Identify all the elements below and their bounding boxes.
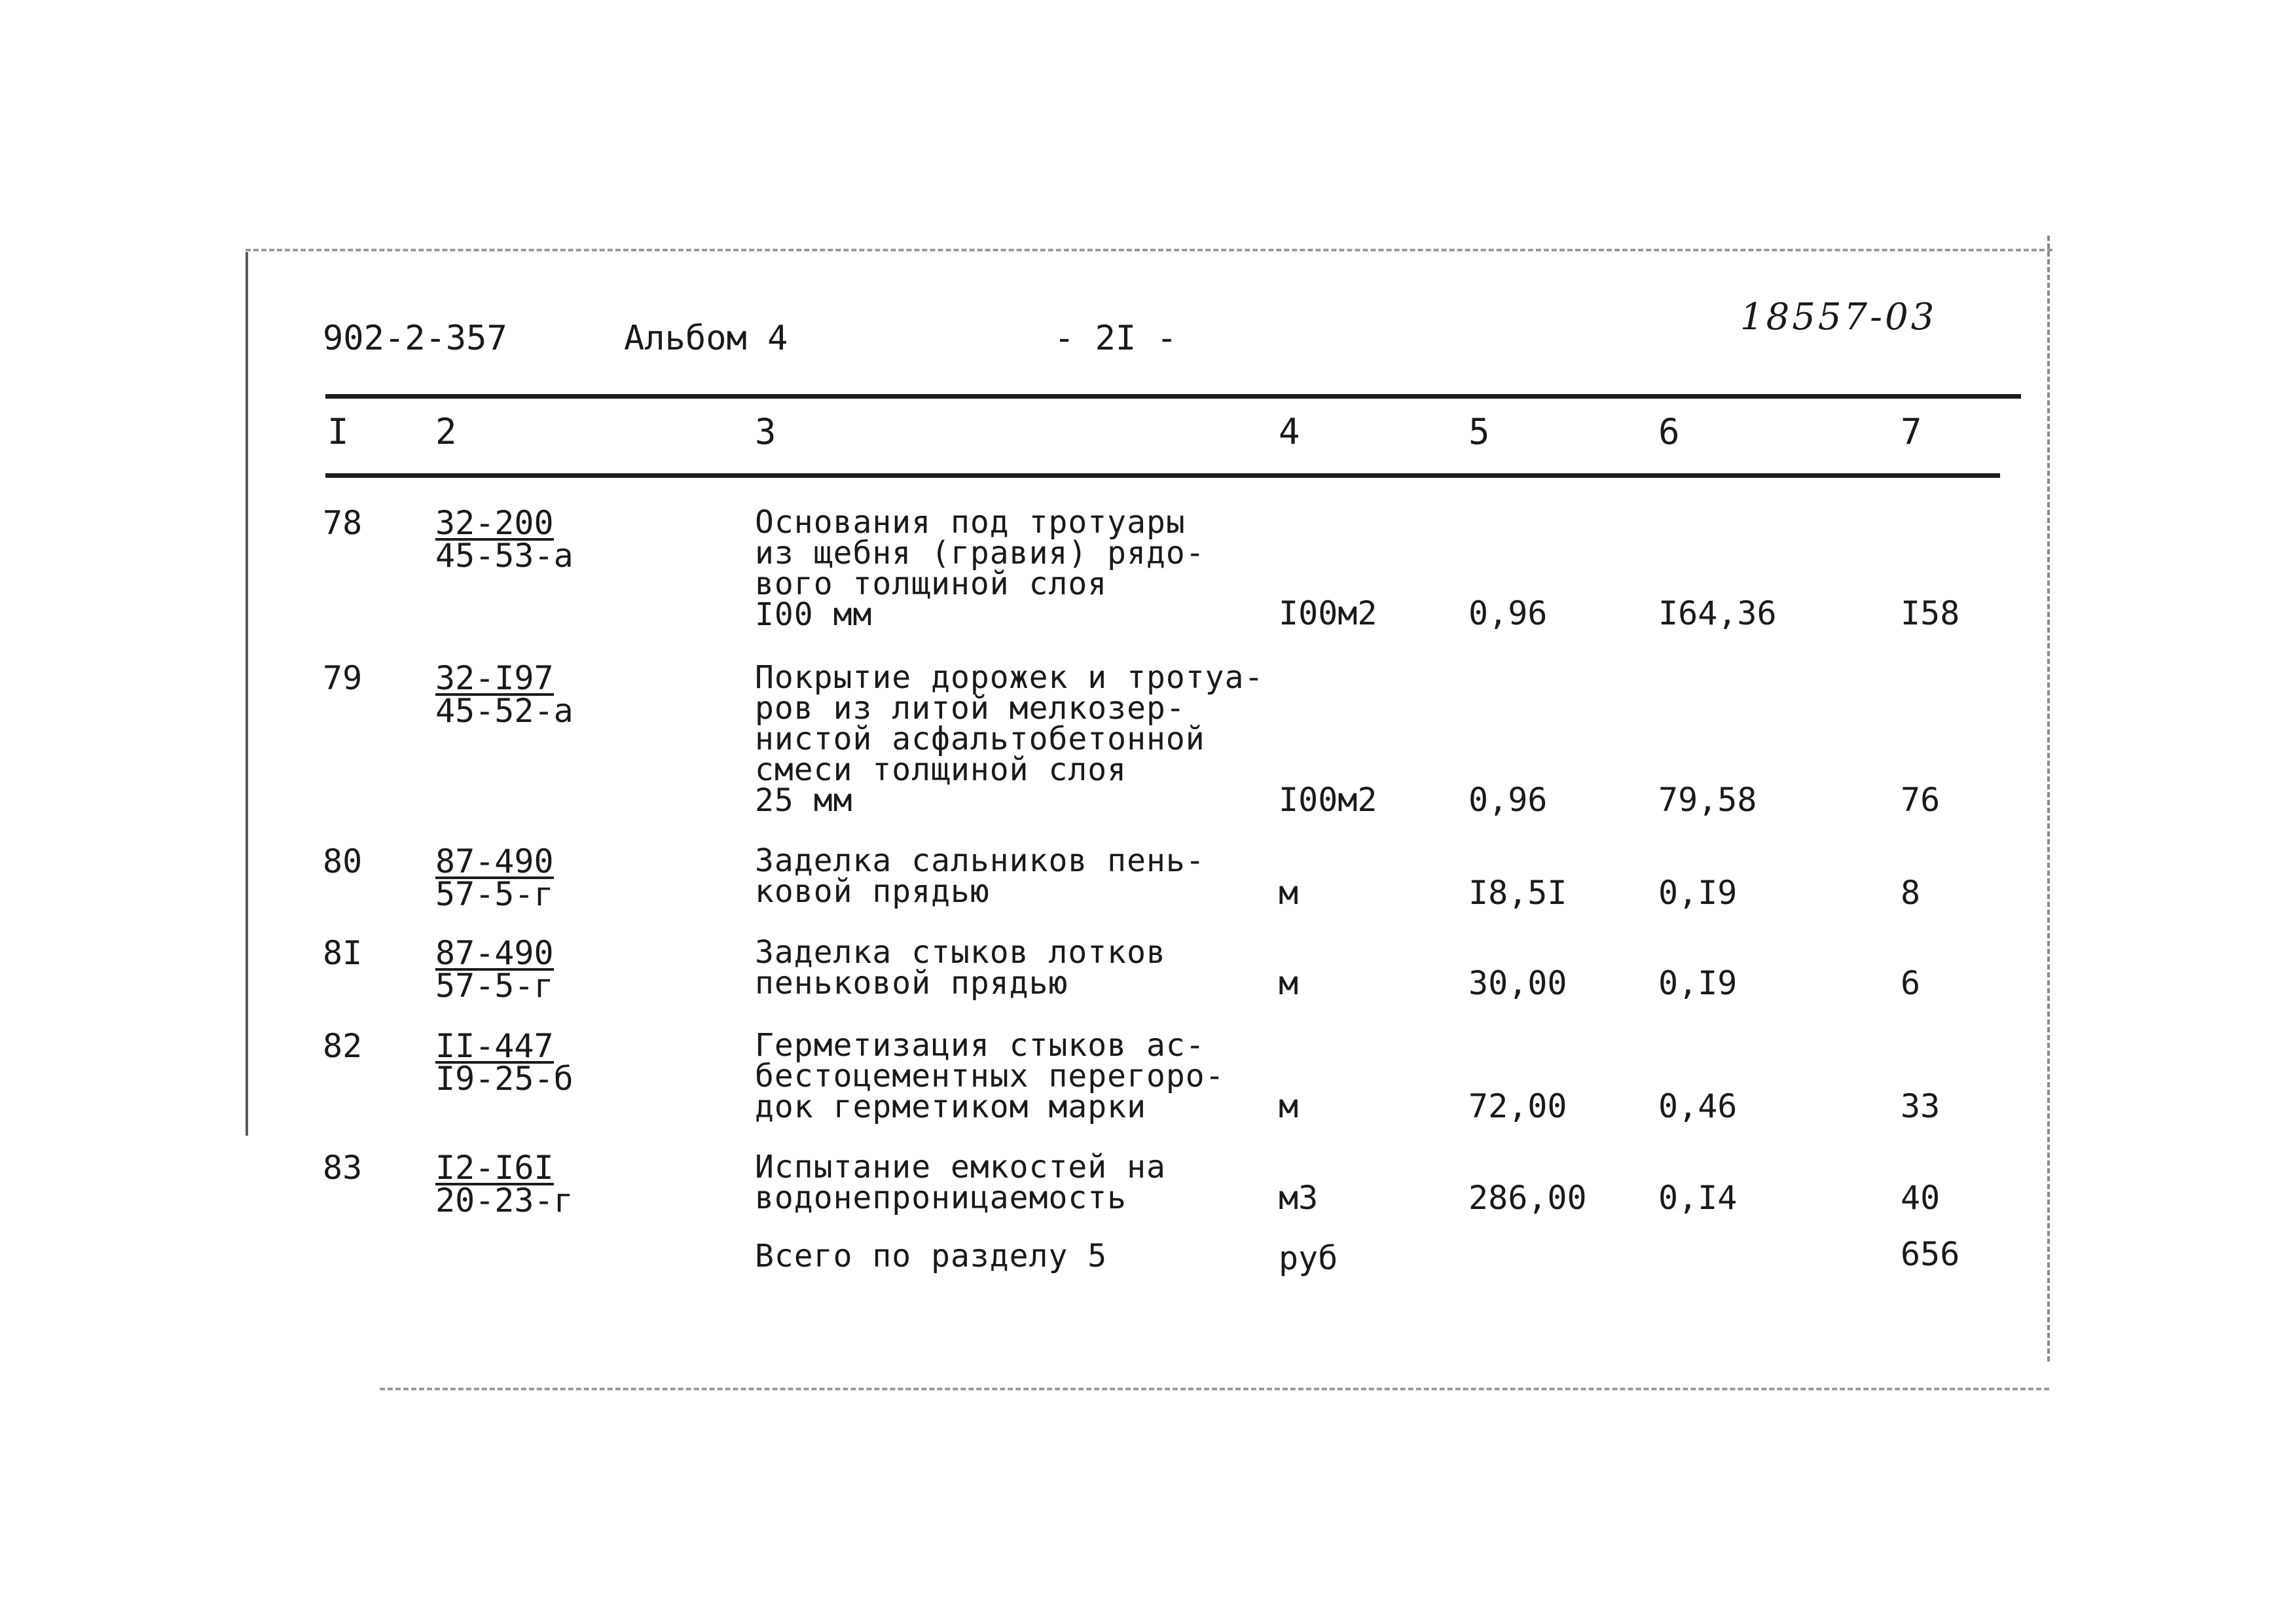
work-description xyxy=(755,1027,1225,1125)
scan-border-right xyxy=(2047,236,2050,1362)
description-line: 25 мм xyxy=(755,782,853,819)
norm-code-bottom: 20-23-г xyxy=(435,1182,574,1219)
stamp-number: 18557-03 xyxy=(1740,296,1937,338)
norm-code-top: 32-200 xyxy=(435,504,554,542)
quantity: I8,5I xyxy=(1468,874,1567,912)
description-line: ковой прядью xyxy=(755,873,990,910)
work-description xyxy=(755,934,1166,1001)
column-number-6: 6 xyxy=(1658,411,1680,452)
description-line: нистой асфальтобетонной xyxy=(755,721,1205,757)
total-cost: 40 xyxy=(1901,1179,1941,1217)
column-number-5: 5 xyxy=(1468,411,1490,452)
norm-code xyxy=(435,659,574,730)
norm-code-top: 87-490 xyxy=(435,934,554,972)
quantity: 72,00 xyxy=(1468,1087,1567,1125)
description-line: Заделка сальников пень- xyxy=(755,842,1205,879)
summary-unit: руб xyxy=(1279,1239,1338,1277)
norm-code xyxy=(435,842,554,913)
quantity: 0,96 xyxy=(1468,781,1548,819)
row-number: 82 xyxy=(323,1027,363,1065)
doc-number: 902-2-357 xyxy=(323,319,507,358)
total-cost: 6 xyxy=(1901,964,1921,1002)
description-line: из щебня (гравия) рядо- xyxy=(755,535,1205,571)
norm-code-bottom: 57-5-г xyxy=(435,875,554,913)
row-number: 8I xyxy=(323,934,363,972)
description-line: смеси толщиной слоя xyxy=(755,751,1127,788)
description-line: Покрытие дорожек и тротуа- xyxy=(755,659,1264,696)
description-line: I00 мм xyxy=(755,596,873,633)
unit: I00м2 xyxy=(1279,781,1377,819)
column-number-4: 4 xyxy=(1279,411,1300,452)
scan-border-bottom xyxy=(380,1388,2049,1390)
norm-code xyxy=(435,504,574,575)
unit: м xyxy=(1279,1087,1299,1125)
total-cost: I58 xyxy=(1901,594,1960,632)
row-number: 83 xyxy=(323,1149,363,1187)
unit: м xyxy=(1279,874,1299,912)
quantity: 286,00 xyxy=(1468,1179,1587,1217)
work-description xyxy=(755,1149,1166,1216)
scan-border-left xyxy=(246,252,248,1136)
norm-code-top: 87-490 xyxy=(435,842,554,880)
row-number: 80 xyxy=(323,842,363,880)
total-cost: 76 xyxy=(1901,781,1941,819)
summary-label: Всего по разделу 5 xyxy=(755,1238,1108,1274)
norm-code-bottom: 57-5-г xyxy=(435,967,554,1005)
unit-price: 0,I4 xyxy=(1658,1179,1738,1217)
description-line: пеньковой прядью xyxy=(755,965,1068,1001)
norm-code xyxy=(435,1027,574,1098)
unit-price: 0,I9 xyxy=(1658,874,1738,912)
quantity: 30,00 xyxy=(1468,964,1567,1002)
norm-code-top: 32-I97 xyxy=(435,659,554,697)
total-cost: 33 xyxy=(1901,1087,1941,1125)
total-cost: 8 xyxy=(1901,874,1921,912)
description-line: док герметиком марки xyxy=(755,1089,1146,1125)
description-line: Герметизация стыков ас- xyxy=(755,1027,1205,1064)
unit-price: 0,I9 xyxy=(1658,964,1738,1002)
norm-code-bottom: I9-25-б xyxy=(435,1060,574,1098)
row-number: 79 xyxy=(323,659,363,697)
table-header-rule xyxy=(325,473,2000,478)
table-top-rule xyxy=(325,394,2021,399)
column-number-7: 7 xyxy=(1901,411,1922,452)
description-line: водонепроницаемость xyxy=(755,1180,1127,1216)
unit-price: 0,46 xyxy=(1658,1087,1738,1125)
norm-code xyxy=(435,1149,574,1219)
norm-code-bottom: 45-52-а xyxy=(435,692,574,730)
description-line: Заделка стыков лотков xyxy=(755,934,1166,971)
norm-code-bottom: 45-53-а xyxy=(435,537,574,575)
quantity: 0,96 xyxy=(1468,594,1548,632)
scan-border-top xyxy=(246,249,2052,251)
description-line: Испытание емкостей на xyxy=(755,1149,1166,1185)
description-line: Основания под тротуары xyxy=(755,504,1186,541)
column-number-2: 2 xyxy=(435,411,457,452)
work-description xyxy=(755,659,1264,819)
unit: м3 xyxy=(1279,1179,1319,1217)
unit: I00м2 xyxy=(1279,594,1377,632)
album-label: Альбом 4 xyxy=(624,319,788,358)
column-number-1: I xyxy=(327,411,349,452)
description-line: бестоцементных перегоро- xyxy=(755,1058,1225,1094)
description-line: вого толщиной слоя xyxy=(755,566,1108,602)
column-number-3: 3 xyxy=(755,411,776,452)
page-number: - 2I - xyxy=(1054,319,1177,358)
work-description xyxy=(755,504,1205,633)
unit-price: I64,36 xyxy=(1658,594,1777,632)
summary-total: 656 xyxy=(1901,1235,1960,1273)
norm-code xyxy=(435,934,554,1005)
description-line: ров из литой мелкозер- xyxy=(755,690,1186,727)
row-number: 78 xyxy=(323,504,363,542)
work-description xyxy=(755,842,1205,910)
norm-code-top: II-447 xyxy=(435,1027,554,1065)
norm-code-top: I2-I6I xyxy=(435,1149,554,1187)
unit: м xyxy=(1279,964,1299,1002)
unit-price: 79,58 xyxy=(1658,781,1757,819)
